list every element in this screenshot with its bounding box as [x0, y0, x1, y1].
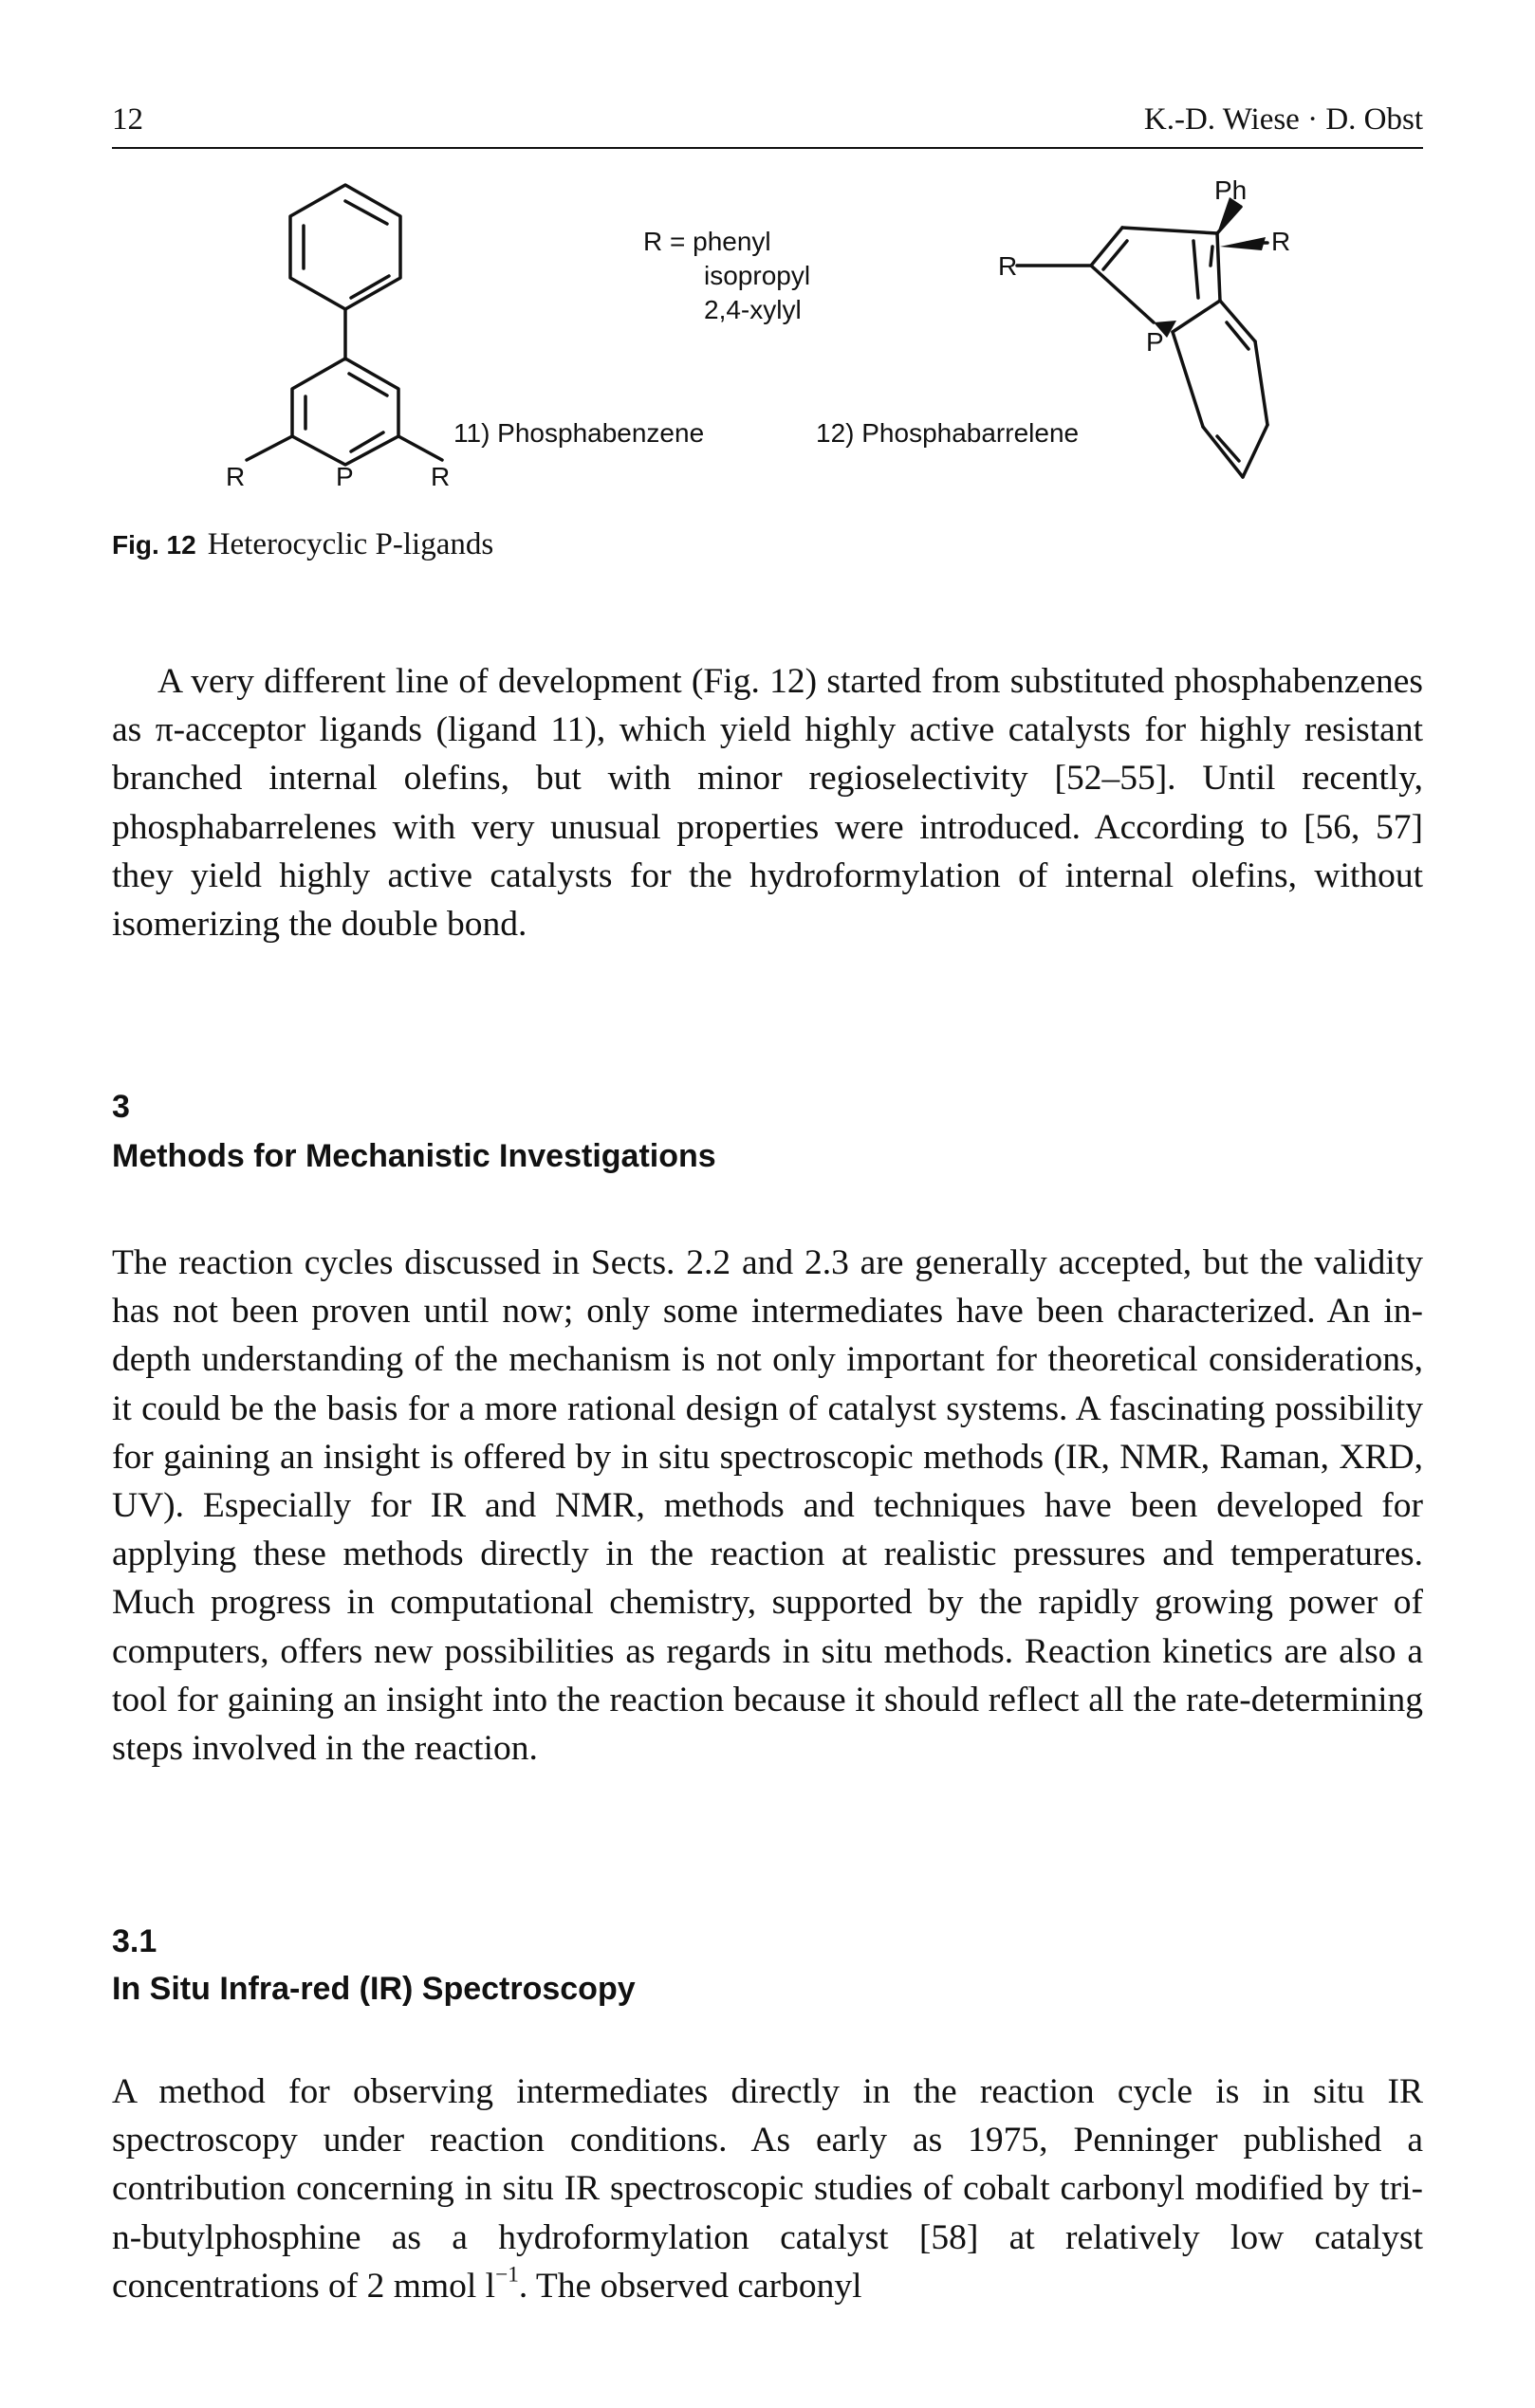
paragraph-in-situ-ir: [112, 2068, 1423, 2310]
caption-text: Heterocyclic P-ligands: [207, 527, 494, 561]
label-barrel-r-left: R: [998, 251, 1018, 281]
wedge-bond-r: [1220, 237, 1266, 250]
chemical-structures: [112, 152, 1423, 550]
paragraph-phosphabenzenes: A very different line of development (Fig. 12) started from substituted phosphabenzenes as π-acceptor ligands (ligand 11), which yield highly active catalysts for highly resistant branched internal olefins, but with minor regioselectivity [52–55]. Until recently, phosphabarrelenes with very unusual properties were introduced. According to [56, 57] they yield highly active catalysts for the hydroformylation of internal olefins, without isomerizing the double bond.: [112, 662, 1423, 945]
section-3-number: 3: [112, 1089, 130, 1125]
page-number: 12: [112, 102, 143, 137]
figure-caption: [112, 527, 493, 562]
section-3-1-title: In Situ Infra-red (IR) Spectroscopy: [112, 1971, 636, 2007]
section-3-title: Methods for Mechanistic Investigations: [112, 1138, 716, 1174]
label-barrel-r-right: R: [1271, 227, 1291, 256]
label-r-definition: R = phenyl: [643, 227, 771, 256]
figure-12: [112, 152, 1423, 550]
label-p-ring: P: [336, 462, 354, 491]
label-r-left: R: [226, 462, 246, 491]
caption-number: Fig. 12: [112, 530, 196, 560]
paragraph-mechanistic-methods: The reaction cycles discussed in Sects. 2.2 and 2.3 are generally accepted, but the validity has not been proven until now; only some intermediates have been characterized. An in-depth understanding of the mechanism is not only important for theoretical considerations, it could be the basis for a more rational design of catalyst systems. A fascinating possibility for gaining an insight is offered by in situ spectroscopic methods (IR, NMR, Raman, XRD, UV). Especially for IR and NMR, methods and techniques have been developed for applying these methods directly in the reaction at realistic pressures and temperatures. Much progress in computational chemistry, supported by the rapidly growing power of computers, offers new possibilities as regards in situ methods. Reaction kinetics are also a tool for gaining an insight into the reaction because it should reflect all the rate-determining steps involved in the reaction.: [112, 1243, 1423, 1769]
section-3-1-number: 3.1: [112, 1923, 157, 1959]
unit-exponent: −1: [495, 2262, 519, 2288]
paragraph-in-situ-ir-text: A method for observing intermediates directly in the reaction cycle is in situ IR spectroscopy under reaction conditions. As early as 1975, Penninger published a contribution concerning in situ IR spectroscopic studies of cobalt carbonyl modified by tri-n-butylphosphine as a hydroformylation catalyst [58] at relatively low catalyst concentrations of 2 mmol l: [112, 2072, 1423, 2306]
header-rule: [112, 147, 1423, 149]
label-r-option-isopropyl: isopropyl: [704, 261, 811, 290]
label-barrel-p: P: [1146, 327, 1164, 357]
label-ph: Ph: [1214, 175, 1248, 205]
paragraph-in-situ-ir-end: . The observed carbonyl: [518, 2266, 862, 2306]
phosphabenzene-ring: [292, 358, 398, 465]
label-r-right: R: [431, 462, 451, 491]
label-r-option-xylyl: 2,4-xylyl: [704, 295, 802, 324]
phenyl-ring: [290, 185, 400, 309]
running-authors: K.-D. Wiese · D. Obst: [1143, 102, 1423, 137]
label-ligand-12: 12) Phosphabarrelene: [816, 418, 1080, 448]
label-ligand-11: 11) Phosphabenzene: [453, 418, 705, 448]
running-header: [112, 102, 1423, 148]
